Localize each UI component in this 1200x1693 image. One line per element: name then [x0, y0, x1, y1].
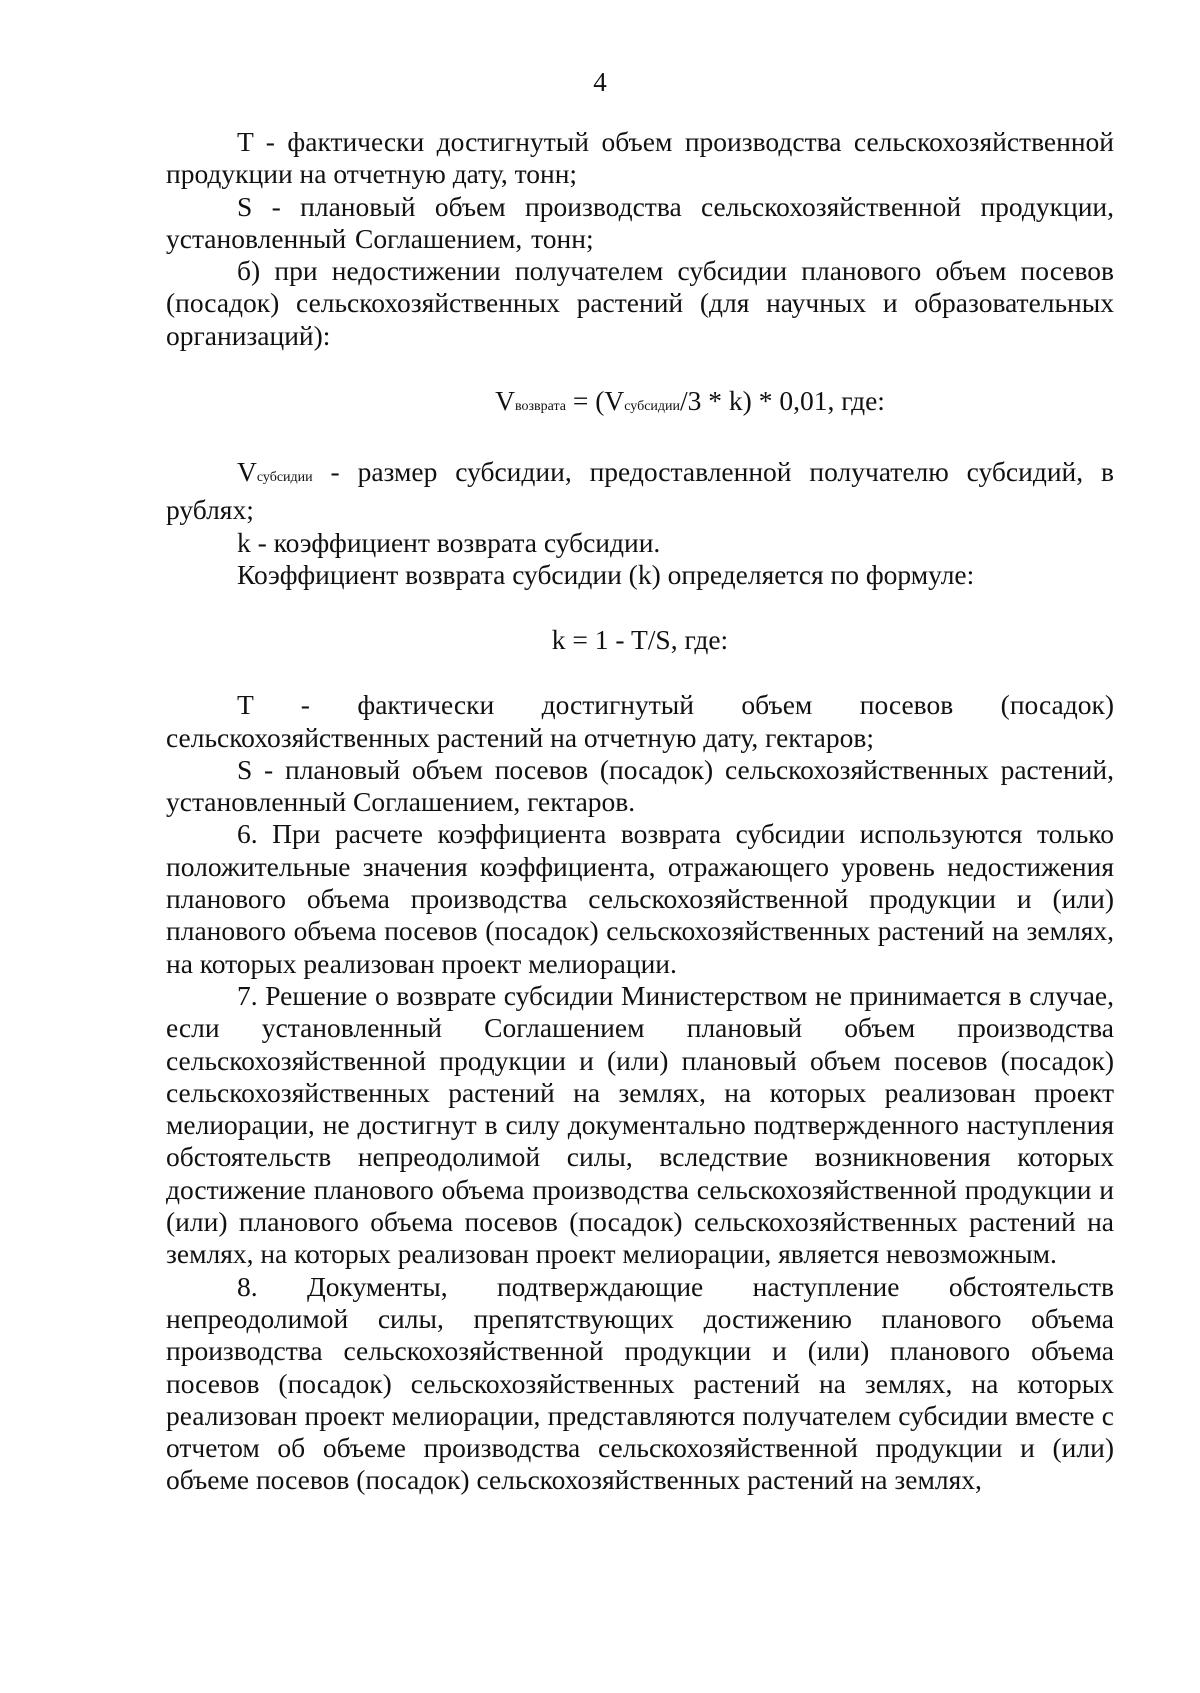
formula-k-coefficient: k = 1 - T/S, где: — [551, 624, 729, 656]
formula-return-volume — [166, 385, 1114, 423]
paragraph-sowing-shortfall: б) при недостижении получателем субсидии планового объем посевов (посадок) сельскохозяйственных растений (для научных и образовательных организаций): — [166, 255, 1114, 351]
paragraph-item-7: 7. Решение о возврате субсидии Министерством не принимается в случае, если установленный Соглашением плановый объем производства сельскохозяйственной продукции и (или) плановый объем посевов (посадок) сельскохозяйственных растений на землях, на которых реализован проект мелиорации, не достигнут в силу документально подтвержденного наступления обстоятельств непреодолимой силы, вследствие возникновения которых достижение планового объема производства сельскохозяйственной продукции и (или) планового объема посевов (посадок) сельскохозяйственных растений на землях, на которых реализован проект мелиорации, является невозможным. — [166, 979, 1114, 1270]
formula-subscript-return: возврата — [514, 399, 566, 415]
v-subscript-subsidy: субсидии — [256, 470, 313, 486]
formula-subscript-subsidy: субсидии — [624, 399, 681, 415]
paragraph-t-definition-hectares: T - фактически достигнутый объем посевов (посадок) сельскохозяйственных растений на отчетную дату, гектаров; — [166, 689, 1114, 753]
formula-equals-part: = (V — [565, 385, 625, 417]
v-symbol: V — [237, 456, 257, 488]
paragraph-k-formula-intro: Коэффициент возврата субсидии (k) определяется по формуле: — [237, 558, 975, 590]
formula-v-symbol: V — [495, 385, 515, 417]
paragraph-v-subsidy-definition — [166, 456, 1114, 527]
paragraph-item-8: 8. Документы, подтверждающие наступление обстоятельств непреодолимой силы, препятствующих достижению планового объема производства сельскохозяйственной продукции и (или) планового объема посевов (посадок) сельскохозяйственных растений на землях, на которых реализован проект мелиорации, представляются получателем субсидии вместе с отчетом об объеме производства сельскохозяйственной продукции и (или) объеме посевов (посадок) сельскохозяйственных растений на землях, — [166, 1270, 1114, 1496]
paragraph-k-definition: k - коэффициент возврата субсидии. — [237, 526, 661, 558]
v-subsidy-description: - размер субсидии, предоставленной получателю субсидий, в рублях; — [166, 456, 1114, 526]
paragraph-t-definition-tons: T - фактически достигнутый объем производства сельскохозяйственной продукции на отчетную дату, тонн; — [166, 126, 1114, 190]
document-body — [166, 126, 1114, 1497]
formula-tail: /3 * k) * 0,01, где: — [680, 385, 885, 417]
paragraph-s-definition-tons: S - плановый объем производства сельскохозяйственной продукции, установленный Соглашением, тонн; — [166, 190, 1114, 254]
page-number: 4 — [593, 67, 607, 97]
paragraph-item-6: 6. При расчете коэффициента возврата субсидии используются только положительные значения коэффициента, отражающего уровень недостижения планового объема производства сельскохозяйственной продукции и (или) планового объема посевов (посадок) сельскохозяйственных растений на землях, на которых реализован проект мелиорации. — [166, 818, 1114, 979]
paragraph-s-definition-hectares: S - плановый объем посевов (посадок) сельскохозяйственных растений, установленный Соглашением, гектаров. — [166, 753, 1114, 818]
